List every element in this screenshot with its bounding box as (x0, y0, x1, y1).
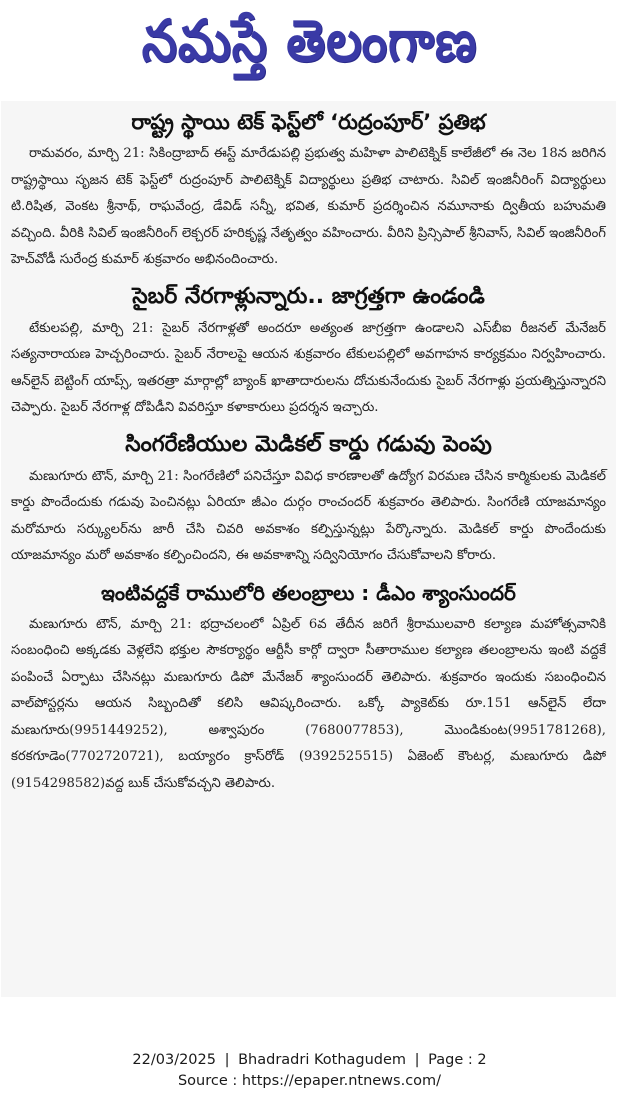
article-body: టేకులపల్లి, మార్చి 21: సైబర్ నేరగాళ్లతో అందరూ అత్యంత జాగ్రత్తగా ఉండాలని ఎస్‌బీఐ రీజనల్ మేనేజర్ సత్యనారాయణ హెచ్చరించారు. సైబర్ నేరాలపై ఆయన శుక్రవారం టేకులపల్లిలో అవగాహన కార్యక్రమం నిర్వహించారు. ఆన్‌లైన్ బెట్టింగ్ యాప్స్, ఇతరత్రా మార్గాల్లో బ్యాంక్ ఖాతాదారులను దోచుకునేందుకు సైబర్ నేరగాళ్లు ప్రయత్నిస్తున్నారని చెప్పారు. సైబర్ నేరగాళ్ల దోపిడీని వివరిస్తూ కళాకారులు ప్రదర్శన ఇచ్చారు. (11, 320, 606, 415)
article-headline: ఇంటివద్దకే రాములోరి తలంబ్రాలు : డీఎం శ్యాంసుందర్ (101, 580, 516, 605)
article-body: మణుగూరు టౌన్, మార్చి 21: సింగరేణిలో పనిచేస్తూ వివిధ కారణాలతో ఉద్యోగ విరమణ చేసిన కార్మికులకు మెడికల్ కార్డు పొందేందుకు గడువు పెంచినట్లు ఏరియా జీఎం దుర్గం రాంచందర్ శుక్రవారం తెలిపారు. సింగరేణి యాజమాన్యం మరోమారు సర్క్యులర్‌ను జారీ చేసి చివరి అవకాశం కల్పిస్తున్నట్లు పేర్కొన్నారు. మెడికల్ కార్డు పొందేందుకు యాజమాన్యం మరో అవకాశం కల్పించిందని, ఈ అవకాశాన్ని సద్వినియోగం చేసుకోవాలని కోరారు. (11, 468, 606, 563)
article-body: మణుగూరు టౌన్, మార్చి 21: భద్రాచలంలో ఏప్రిల్ 6వ తేదీన జరిగే శ్రీరాములవారి కల్యాణ మహోత్సవానికి సంబంధించి అక్కడకు వెళ్లలేని భక్తుల సౌకర్యార్థం ఆర్టీసీ కార్గో ద్వారా సీతారాముల కల్యాణ తలంబ్రాలను ఇంటి వద్దకే పంపించే ఏర్పాటు చేసినట్లు మణుగూరు డిపో మేనేజర్ శ్యాంసుందర్ తెలిపారు. శుక్రవారం ఇందుకు సబంధించిన వాల్‌పోస్టర్లను ఆయన సిబ్బందితో కలిసి ఆవిష్కరించారు. ఒక్కో ప్యాకెట్‌కు రూ.151 ఆన్‌లైన్ లేదా మణుగూరు(9951449252), అశ్వాపురం (7680077853), మొండికుంట(9951781268), కరకగూడెం(7702720721), బయ్యారం క్రాస్‌రోడ్ (9392525515) ఏజెంట్ కౌంటర్ల, మణుగూరు డిపో (9154298582)వద్ద బుక్ చేసుకోవచ్చని తెలిపారు. (11, 616, 606, 791)
footer-source-label: Source : (177, 1073, 238, 1089)
page-footer (0, 1050, 619, 1092)
footer-separator: | (224, 1052, 230, 1068)
footer-meta-line (0, 1050, 619, 1071)
footer-source-link[interactable]: https://epaper.ntnews.com/ (241, 1073, 442, 1089)
article-cyber-crime (11, 280, 606, 422)
article-body: రామవరం, మార్చి 21: సికింద్రాబాద్ ఈస్ట్ మారేడుపల్లి ప్రభుత్వ మహిళా పాలిటెక్నిక్ కాలేజీలో ఈ నెల 18న జరిగిన రాష్ట్రస్థాయి సృజన టెక్ ఫెస్ట్‌లో రుద్రంపూర్ పాలిటెక్నిక్ విద్యార్థులు ప్రతిభ చాటారు. సివిల్ ఇంజినీరింగ్ విద్యార్థులు టి.రిషిత, వెంకట శ్రీనాథ్, రాఘవేంద్ర, డేవిడ్ సన్నీ, భవిత, కుమార్ ప్రదర్శించిన నమూనాకు ద్వితీయ బహుమతి వచ్చింది. వీరికి సివిల్ ఇంజినీరింగ్ లెక్చరర్ హరికృష్ణ నేతృత్వం వహించారు. వీరిని ప్రిన్సిపాల్ శ్రీనివాస్, సివిల్ ఇంజినీరింగ్ హెచ్‌వోడీ సురేంద్ర కుమార్ శుక్రవారం అభినందించారు. (11, 146, 606, 267)
footer-source-line (0, 1071, 619, 1092)
masthead-title: నమస్తే తెలంగాణ (141, 7, 478, 74)
masthead (0, 0, 619, 96)
article-headline: సింగరేణియుల మెడికల్ కార్డు గడువు పెంపు (125, 431, 492, 457)
article-tech-fest (11, 105, 606, 274)
article-headline: సైబర్ నేరగాళ్లున్నారు.. జాగ్రత్తగా ఉండండి (132, 283, 485, 309)
footer-separator: | (414, 1052, 420, 1068)
article-talambralu (11, 576, 606, 798)
footer-edition: Bhadradri Kothagudem (238, 1052, 407, 1068)
news-clipping (1, 101, 616, 997)
footer-page: Page : 2 (428, 1052, 487, 1068)
article-medical-card (11, 428, 606, 570)
footer-date: 22/03/2025 (132, 1052, 216, 1068)
article-headline: రాష్ట్ర స్థాయి టెక్ ఫెస్ట్‌లో ‘రుద్రంపూర్’ ప్రతిభ (131, 110, 486, 134)
